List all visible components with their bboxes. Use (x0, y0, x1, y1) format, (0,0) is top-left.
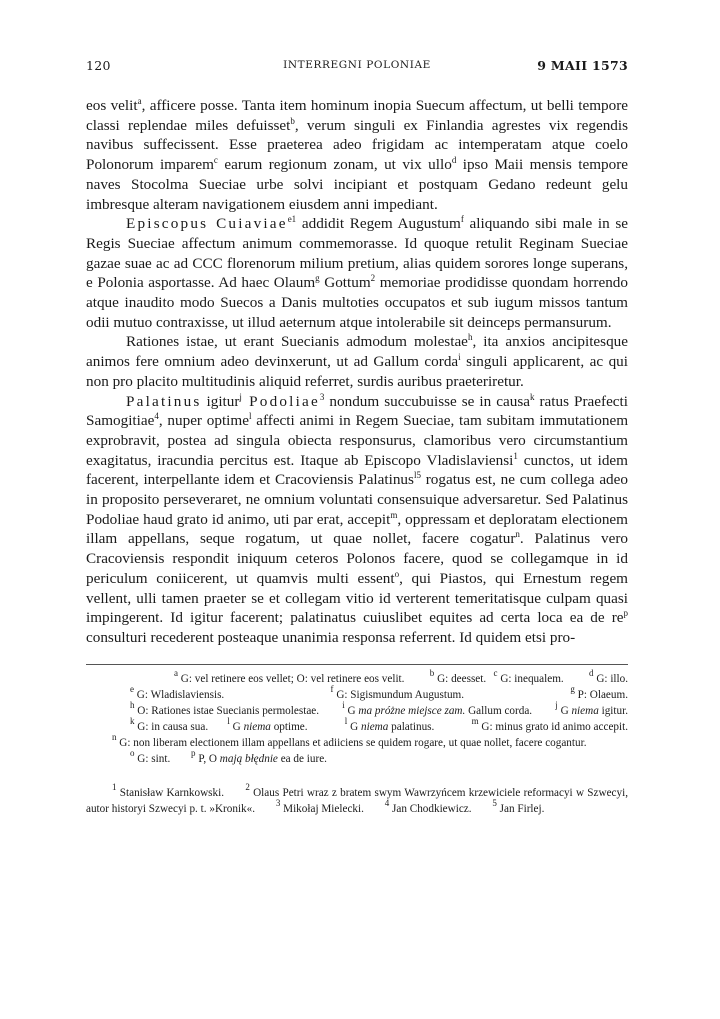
note-marker: b (429, 667, 435, 678)
text-run: addidit Regem Augustum (296, 215, 461, 233)
explanatory-notes (86, 781, 628, 817)
text-run: Gottum (319, 274, 371, 292)
variant-note (330, 683, 465, 703)
footnote-ref: 2 (370, 273, 376, 284)
footnote-ref: o (394, 568, 400, 579)
note-text: igitur. (598, 704, 629, 717)
note-marker: p (191, 747, 196, 758)
variant-note (344, 715, 435, 735)
footnote-ref: m (390, 509, 398, 520)
text-run: nondum succubuisse se in causa (324, 392, 530, 410)
paragraph-2 (86, 214, 628, 332)
variant-note (570, 683, 628, 703)
variant-note (471, 715, 629, 735)
note-text: O: Rationes istae Suecianis permolestae. (134, 704, 320, 717)
variant-note (191, 747, 327, 767)
note-text: optime. (270, 720, 308, 733)
note-marker: 3 (275, 797, 281, 808)
footnote-ref: l5 (413, 470, 421, 481)
footnote-ref: d (451, 155, 457, 166)
note-marker: 1 (112, 781, 117, 792)
note-marker: f (330, 683, 334, 694)
note-text: Olaus Petri wraz z bratem swym Wawrzyńcem krzewiciele reformacyi w Szwecyi, autor historyi Szwecyi p. t. »Kronik«. (86, 786, 628, 815)
note-marker: g (570, 683, 575, 694)
header-date: 9 MAII 1573 (537, 58, 628, 73)
note-italic: niema (243, 720, 271, 733)
note-text: G: inequalem. (497, 672, 564, 685)
footnote-ref: g (315, 273, 320, 284)
text-run: , afficere posse. Tanta item hominum inopia Suecum affectum, ut belli tempore classi replendae miles defuisset (86, 97, 628, 134)
text-run: , verum singuli ex Finlandia agrestes vix regendis navibus suffecissent. Esse praeterea adeo frigidam ac intemperatam atque coelo Polonorum imparem (86, 116, 629, 174)
variant-note (555, 699, 629, 719)
note-marker: l (344, 715, 348, 726)
note-text: G (557, 704, 572, 717)
text-run: rogatus est, ne cum collega adeo in proposito perseveraret, ne omnium voluntati consensuique adversaretur. Sed Palatinus Podoliae haud grato id animo, uti par erat, accepit (86, 471, 628, 528)
footnote-ref: 4 (154, 411, 159, 422)
footnote-ref: j (239, 391, 242, 402)
footnote-ref: k (529, 391, 535, 402)
note-text: palatinus. (388, 720, 435, 733)
note-marker: h (130, 699, 135, 710)
note-italic: niema (571, 704, 599, 717)
variant-note (130, 699, 320, 719)
text-run: , qui Piastos, qui Ernestum regem vellent, ulli tamen praeter se et collegam vitio id verterent temeritatisque culpam quasi impingerent. Id igitur facerent; palatinatus cuiuslibet equites ad certa loca ea de re (86, 569, 628, 627)
variant-note (589, 667, 629, 687)
text-run: , nuper optime (158, 412, 249, 430)
footnote-ref: c (213, 155, 218, 166)
note-marker: c (493, 667, 498, 678)
note-text: G: vel retinere eos vellet; O: vel retinere eos velit. (178, 672, 405, 685)
footnote-ref: 3 (319, 391, 325, 402)
note-marker: n (112, 731, 117, 742)
page (86, 58, 628, 817)
footnote-ref: i (458, 352, 461, 363)
text-run: aliquando sibi male in se Regis Sueciae affectum animum commemorasse. Id quoque retulit Reginam Sueciae gazae suae ac ad CCC florenorum milium pretium, alias quidem sorores longe superans, e Polonia asportasse. Ad haec Olaum (86, 215, 628, 292)
note-text: Gallum corda. (465, 704, 533, 717)
note-marker: 4 (384, 797, 390, 808)
footnote-ref: f (460, 214, 464, 225)
variant-note (342, 699, 533, 719)
note-marker: d (589, 667, 594, 678)
footnote-ref: e1 (287, 214, 297, 225)
running-header (86, 58, 628, 82)
spaced-name: Palatinus (126, 392, 202, 410)
footnote-ref: n (515, 529, 520, 540)
note-4 (384, 797, 472, 815)
paragraph-3 (86, 332, 628, 391)
note-text: G: Sigismundum Augustum. (333, 688, 465, 701)
note-text: Jan Chodkiewicz. (389, 802, 472, 815)
note-text: G: deesset. (434, 672, 487, 685)
text-run: , oppressam et deploratam electionem illam appellans, seque rogatum, ut quae nollet, facere cogatur (86, 510, 628, 548)
spaced-name: Podoliae (241, 392, 320, 410)
note-text: G: Wladislaviensis. (134, 688, 225, 701)
note-marker: o (130, 747, 135, 758)
text-run: , ita anxios ancipitesque animos fere omnium adeo devinxerunt, ut ad Gallum corda (86, 333, 629, 371)
note-text: Mikołaj Mielecki. (280, 802, 364, 815)
variant-note (174, 667, 405, 687)
note-marker: a (174, 667, 178, 678)
note-text: G: minus grato id animo accepit. (478, 720, 629, 733)
note-italic: niema (361, 720, 389, 733)
note-italic: ma próżne miejsce zam. (358, 704, 466, 717)
note-1 (112, 781, 225, 799)
note-text: G (344, 704, 359, 717)
running-title: INTERREGNI POLONIAE (283, 59, 431, 71)
note-text: Jan Firlej. (496, 802, 545, 815)
note-marker: m (471, 715, 479, 726)
variant-note (429, 667, 487, 687)
note-text: G: illo. (593, 672, 629, 685)
note-marker: j (555, 699, 558, 710)
note-text: Stanisław Karnkowski. (116, 786, 225, 799)
spaced-name: Episcopus Cuiaviae (126, 215, 288, 233)
main-text (86, 96, 628, 648)
text-run: eos velit (86, 97, 138, 114)
note-text: P: Olaeum. (574, 688, 628, 701)
footnote-divider (86, 664, 628, 665)
note-text: G (347, 720, 361, 733)
footnote-ref: b (290, 115, 295, 126)
paragraph-1 (86, 96, 628, 214)
footnote-ref: 1 (513, 450, 518, 461)
note-marker: k (130, 715, 135, 726)
note-marker: i (342, 699, 345, 710)
text-run: consulturi recederent posteaque unanimia responsa referrent. Id quidem etsi pro- (86, 628, 576, 646)
page-number: 120 (86, 58, 111, 73)
note-italic: mają błędnie (219, 752, 278, 765)
note-marker: e (130, 683, 134, 694)
text-run: . Palatinus vero Cracoviensis respondit iniquum ceteros Polonos facere, quod se collegamque in id periculum coniicerent, ut quamvis multi essent (86, 530, 628, 587)
text-run: ipso Maii mensis tempore naves Stocolma Sueciae urbe solvi incipiant et postquam Gedano redeunt gelu imbresque alteram navigationem eiusdem anni impediant. (86, 156, 628, 213)
text-run: igitur (201, 392, 240, 410)
footnote-ref: a (137, 96, 142, 106)
note-marker: 5 (492, 797, 497, 808)
note-text: G (229, 720, 244, 733)
variant-note (130, 747, 171, 767)
variant-readings (112, 667, 629, 767)
paragraph-4 (86, 392, 628, 648)
footnote-ref: p (623, 608, 628, 619)
variant-note (493, 667, 564, 687)
variant-note (130, 683, 225, 703)
note-text: ea de iure. (277, 752, 327, 765)
variant-note (227, 715, 308, 735)
text-run: memoriae prodidisse quondam horrendo atque inaudito modo Suecos a Danis multoties occupatos et sub iugum missos tantum odii mutuo contraxisse, ut illud aeternum atque intolerabile sit deinceps permansurum. (86, 274, 628, 331)
text-run: earum regionum zonam, ut vix ullo (217, 156, 452, 174)
note-text: G: in causa sua. (134, 720, 209, 733)
variant-note (130, 715, 209, 735)
note-text: P, O (195, 752, 220, 765)
note-text: G: sint. (134, 752, 171, 765)
text-run: singuli applicarent, ac qui non pro placito multitudinis aliquid referret, surdis auribus praeteriretur. (86, 353, 628, 390)
note-5 (492, 797, 545, 815)
note-marker: l (227, 715, 230, 726)
note-3 (275, 797, 364, 815)
text-run: affecti animi in Regem Sueciae, tam subitam immutationem exprobravit, postea ad singula obiecta responsurus, clamoribus vero circumstantium exagitatus, iracundia percitus est. Itaque ab Episcopo Vladislaviensi (86, 412, 629, 469)
footnote-ref: l (248, 411, 252, 422)
text-run: cunctos, ut idem facerent, interpellante idem et Cracoviensis Palatinus (86, 451, 628, 489)
note-marker: 2 (245, 781, 250, 792)
note-text: G: non liberam electionem illam appellans et adiiciens se quidem rogare, ut quae nollet, facere cogantur. (116, 736, 587, 749)
text-run: ratus Praefecti Samogitiae (86, 392, 628, 430)
variant-note (112, 731, 587, 751)
text-run: Rationes istae, ut erant Suecianis admodum molestae (126, 333, 468, 351)
footnote-ref: h (467, 332, 473, 343)
